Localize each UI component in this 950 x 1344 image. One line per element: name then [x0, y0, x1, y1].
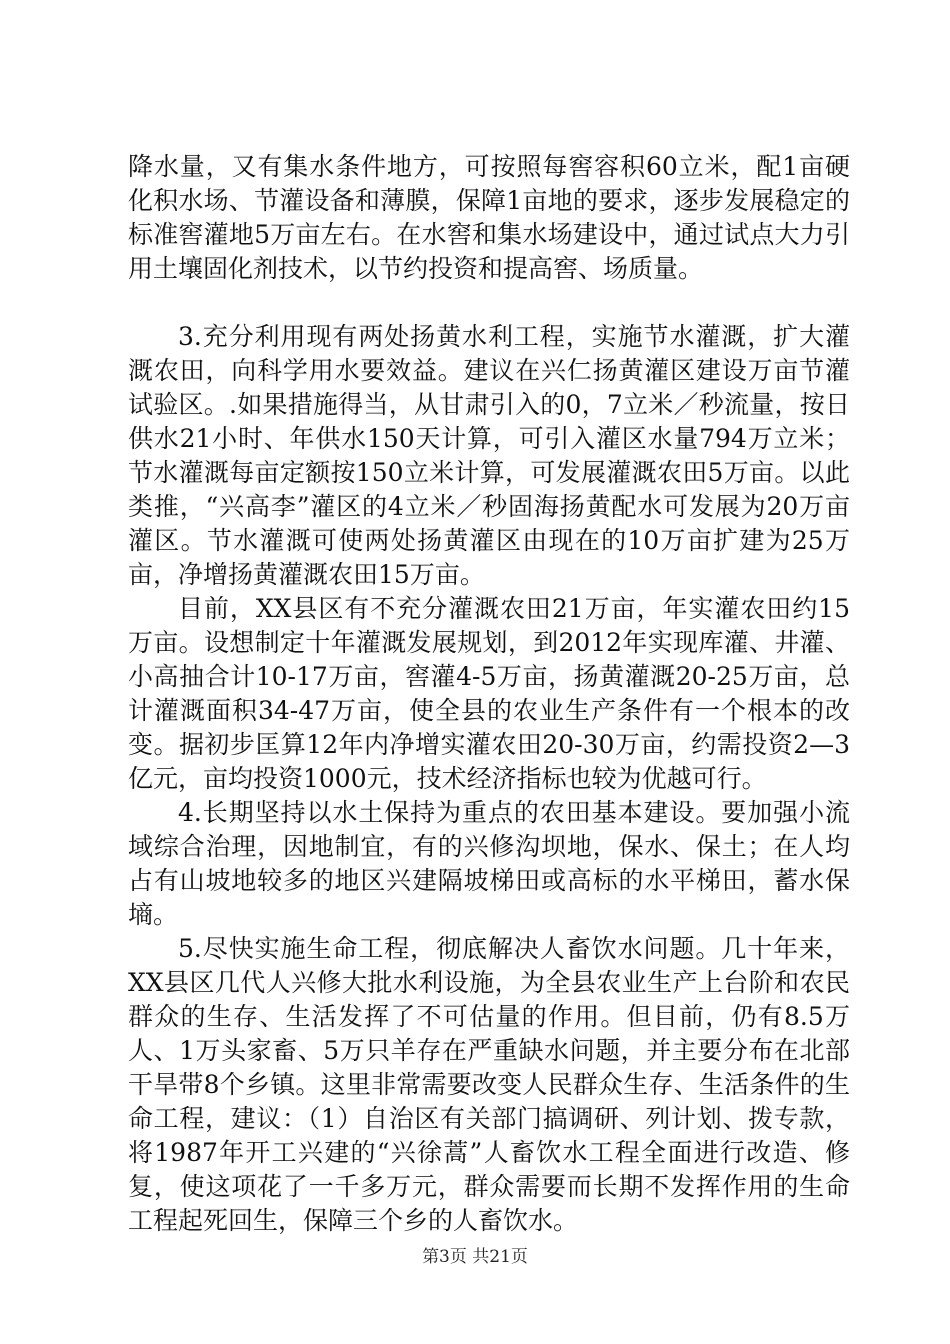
page-footer: 第3页 共21页	[422, 1247, 528, 1267]
paragraph-current-status: 目前，XX县区有不充分灌溉农田21万亩，年实灌农田约15万亩。设想制定十年灌溉发展规划，到2012年实现库灌、井灌、小高抽合计10-17万亩，窖灌4-5万亩，扬黄灌溉20-25万亩，总计灌溉面积34-47万亩，使全县的农业生产条件有一个根本的改变。据初步匡算12年内净增实灌农田20-30万亩，约需投资2—3亿元，亩均投资1000元，技术经济指标也较为优越可行。	[128, 594, 850, 793]
document-body	[128, 150, 850, 1238]
paragraph-item-3: 3.充分利用现有两处扬黄水利工程，实施节水灌溉，扩大灌溉农田，向科学用水要效益。建议在兴仁扬黄灌区建设万亩节灌试验区。.如果措施得当，从甘肃引入的0，7立米／秒流量，按日供水21小时、年供水150天计算，可引入灌区水量794万立米；节水灌溉每亩定额按150立米计算，可发展灌溉农田5万亩。以此类推，“兴高李”灌区的4立米／秒固海扬黄配水可发展为20万亩灌区。节水灌溉可使两处扬黄灌区由现在的10万亩扩建为25万亩，净增扬黄灌溉农田15万亩。	[128, 322, 850, 589]
paragraph-item-5: 5.尽快实施生命工程，彻底解决人畜饮水问题。几十年来，XX县区几代人兴修大批水利设施，为全县农业生产上台阶和农民群众的生存、生活发挥了不可估量的作用。但目前，仍有8.5万人、1万头家畜、5万只羊存在严重缺水问题，并主要分布在北部干旱带8个乡镇。这里非常需要改变人民群众生存、生活条件的生命工程，建议：（1）自治区有关部门搞调研、列计划、拨专款，将1987年开工兴建的“兴徐蒿”人畜饮水工程全面进行改造、修复，使这项花了一千多万元，群众需要而长期不发挥作用的生命工程起死回生，保障三个乡的人畜饮水。	[128, 934, 850, 1235]
paragraph-item-4: 4.长期坚持以水土保持为重点的农田基本建设。要加强小流域综合治理，因地制宜，有的兴修沟坝地，保水、保土；在人均占有山坡地较多的地区兴建隔坡梯田或高标的水平梯田，蓄水保墒。	[128, 798, 850, 929]
paragraph-continuation: 降水量，又有集水条件地方，可按照每窖容积60立米，配1亩硬化积水场、节灌设备和薄膜，保障1亩地的要求，逐步发展稳定的标准窖灌地5万亩左右。在水窖和集水场建设中，通过试点大力引用土壤固化剂技术，以节约投资和提高窖、场质量。	[128, 152, 850, 283]
